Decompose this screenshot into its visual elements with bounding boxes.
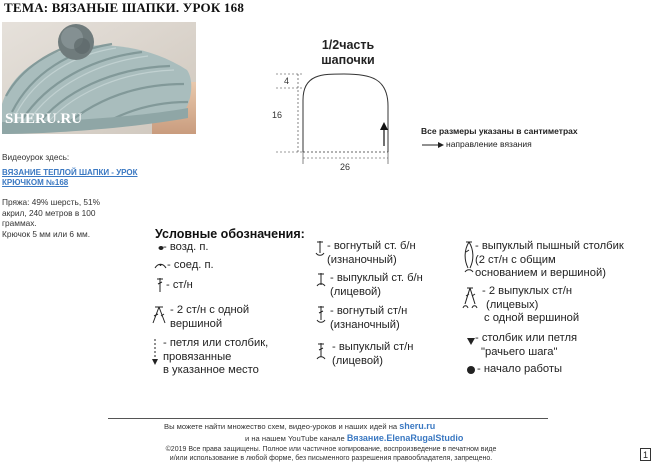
legend-text: - столбик или петля xyxy=(475,332,578,344)
legend-item xyxy=(167,259,214,273)
legend-item xyxy=(475,332,577,359)
footer-text: Вы можете найти множество схем, видео-уроков и наших идей на xyxy=(164,422,398,431)
diagram-title-line: шапочки xyxy=(321,53,375,67)
diagram-title-line: 1/2часть xyxy=(321,38,375,52)
back-post-dc-icon xyxy=(315,304,327,324)
video-link[interactable]: ВЯЗАНИЕ ТЕПЛОЙ ШАПКИ - УРОК КРЮЧКОМ №168 xyxy=(2,168,138,187)
front-post-dc-icon xyxy=(315,341,327,363)
copyright xyxy=(126,446,536,463)
legend-item xyxy=(332,341,413,368)
size-note: Все размеры указаны в сантиметрах xyxy=(421,126,578,136)
legend-item xyxy=(330,272,423,299)
direction-label: направление вязания xyxy=(446,139,532,149)
legend-text: (изнаночный) xyxy=(330,318,400,331)
yarn-line: граммах. xyxy=(2,218,37,228)
front-post-hdc-icon xyxy=(315,271,327,289)
hat-schematic xyxy=(262,66,412,176)
legend-item xyxy=(163,241,209,255)
legend-item xyxy=(330,305,407,332)
legend-item xyxy=(166,279,193,293)
dc2tog-icon xyxy=(151,305,167,325)
legend-text: вершиной xyxy=(170,317,223,330)
hat-photo xyxy=(2,22,196,134)
legend-text: (2 ст/н с общим xyxy=(475,253,556,266)
dim-side: 16 xyxy=(272,110,283,120)
dim-top: 4 xyxy=(284,76,290,86)
page-number: 1 xyxy=(640,448,651,461)
legend-text: - выпуклый ст/н xyxy=(332,341,414,353)
footer-line1 xyxy=(164,421,435,431)
footer-divider xyxy=(108,418,548,419)
puff-stitch-icon xyxy=(462,240,476,276)
legend-text: - вогнутый ст. б/н xyxy=(327,240,416,252)
hook-info: Крючок 5 мм или 6 мм. xyxy=(2,228,91,239)
legend-item xyxy=(475,240,624,281)
legend-text: - 2 выпуклых ст/н xyxy=(482,285,573,297)
back-post-hdc-icon xyxy=(314,239,326,257)
yarn-line: Пряжа: 49% шерсть, 51% xyxy=(2,197,101,207)
legend-text: "рачьего шага" xyxy=(481,345,558,358)
direction-arrow-icon xyxy=(421,140,445,150)
legend-text: - выпуклый пышный столбик xyxy=(475,240,624,252)
dim-width: 26 xyxy=(340,162,351,172)
slip-stitch-icon xyxy=(154,262,168,270)
video-label: Видеоурок здесь: xyxy=(2,152,70,162)
legend-item xyxy=(482,285,579,326)
legend-text: - возд. п. xyxy=(163,241,209,253)
legend-text: с одной вершиной xyxy=(484,312,580,324)
legend-text: - ст/н xyxy=(166,279,193,291)
photo-watermark: SHERU.RU xyxy=(5,111,83,127)
footer-youtube-link[interactable]: Вязание.ElenaRugalStudio xyxy=(346,433,464,443)
footer-text: и на нашем YouTube канале xyxy=(245,434,345,443)
legend-text: провязанные xyxy=(163,350,232,363)
legend-text: (изнаночный) xyxy=(327,253,397,266)
footer-line2 xyxy=(245,433,463,443)
copyright-line: и/или использование в любой форме, без письменного разрешения правообладателя, запрещено. xyxy=(169,454,493,462)
diagram-title xyxy=(320,38,376,68)
legend-text: - петля или столбик, xyxy=(163,337,269,349)
yarn-line: акрил, 240 метров в 100 xyxy=(2,207,96,218)
double-crochet-icon xyxy=(155,277,165,293)
legend-text: - выпуклый ст. б/н xyxy=(330,272,423,284)
insert-arrow-icon xyxy=(151,337,159,367)
legend-text: - начало работы xyxy=(477,363,563,375)
legend-item xyxy=(327,240,416,267)
legend-text: (лицевых) xyxy=(486,298,539,311)
fp-dc2tog-icon xyxy=(462,286,478,312)
legend-text: (лицевой) xyxy=(330,285,382,298)
legend-text: (лицевой) xyxy=(332,354,384,367)
legend-text: - 2 ст/н с одной xyxy=(170,304,250,316)
page-title: ТЕМА: ВЯЗАНЫЕ ШАПКИ. УРОК 168 xyxy=(4,0,245,15)
legend-text: - вогнутый ст/н xyxy=(330,305,408,317)
copyright-line: ©2019 Все права защищены. Полное или частичное копирование, воспроизведение в печатном виде xyxy=(165,446,497,453)
legend-text: - соед. п. xyxy=(167,259,214,271)
footer-site-link[interactable]: sheru.ru xyxy=(399,421,436,431)
start-dot-icon xyxy=(466,365,476,375)
yarn-info xyxy=(2,197,100,239)
legend-title: Условные обозначения: xyxy=(155,227,305,241)
legend-text: в указанное место xyxy=(163,364,259,376)
legend-item xyxy=(170,304,249,331)
legend-item xyxy=(477,363,562,377)
legend-item xyxy=(163,337,268,378)
legend-text: основанием и вершиной) xyxy=(475,267,606,279)
